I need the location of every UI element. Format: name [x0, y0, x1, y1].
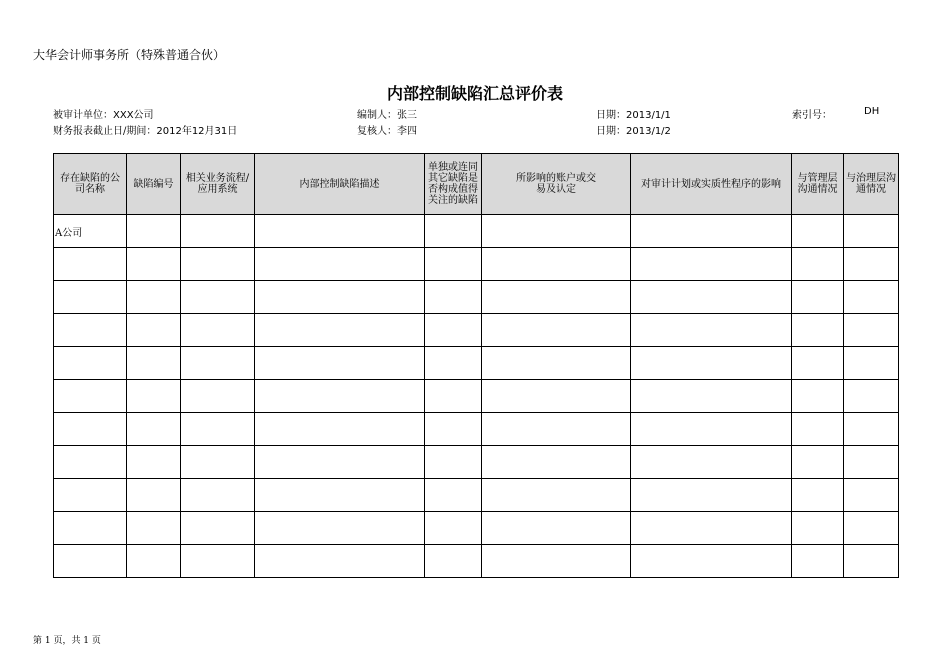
table-cell[interactable] [54, 314, 127, 347]
table-cell[interactable] [181, 380, 255, 413]
table-cell[interactable] [482, 545, 631, 578]
table-cell[interactable] [181, 248, 255, 281]
table-cell[interactable] [792, 281, 844, 314]
preparer [357, 106, 417, 121]
table-cell[interactable] [255, 413, 425, 446]
report-period-label: 财务报表截止日/期间： [53, 126, 157, 137]
table-cell[interactable] [127, 347, 181, 380]
audited-entity [53, 106, 154, 121]
report-period-value: 2012年12月31日 [156, 126, 238, 137]
table-cell[interactable] [792, 248, 844, 281]
table-row [54, 479, 899, 512]
audited-entity-label: 被审计单位： [53, 110, 113, 121]
table-cell[interactable] [425, 281, 482, 314]
table-cell[interactable] [54, 347, 127, 380]
table-cell[interactable] [844, 281, 899, 314]
col-header-process: 相关业务流程/应用系统 [181, 154, 255, 215]
table-cell[interactable] [181, 281, 255, 314]
table-row [54, 281, 899, 314]
preparer-value: 张三 [397, 110, 417, 121]
table-cell[interactable] [127, 281, 181, 314]
table-row [54, 380, 899, 413]
table-cell[interactable] [255, 347, 425, 380]
table-cell[interactable] [792, 479, 844, 512]
table-cell[interactable] [792, 314, 844, 347]
table-cell[interactable] [482, 413, 631, 446]
table-cell[interactable] [425, 413, 482, 446]
table-cell[interactable] [54, 248, 127, 281]
col-header-company: 存在缺陷的公司名称 [54, 154, 127, 215]
table-cell[interactable] [54, 413, 127, 446]
col-header-management: 与管理层沟通情况 [792, 154, 844, 215]
table-row [54, 446, 899, 479]
index-number [792, 106, 832, 121]
table-cell[interactable] [127, 314, 181, 347]
table-cell[interactable] [631, 479, 792, 512]
review-date-value: 2013/1/2 [626, 126, 671, 137]
table-cell[interactable] [631, 446, 792, 479]
table-row [54, 512, 899, 545]
table-cell[interactable] [127, 446, 181, 479]
table-cell[interactable] [425, 215, 482, 248]
table-cell[interactable] [844, 248, 899, 281]
table-cell[interactable] [255, 281, 425, 314]
firm-name: 大华会计师事务所（特殊普通合伙） [33, 48, 226, 62]
table-cell[interactable] [631, 512, 792, 545]
index-label: 索引号： [792, 110, 832, 121]
table-row [54, 314, 899, 347]
col-header-governance: 与治理层沟通情况 [844, 154, 899, 215]
table-cell[interactable] [181, 215, 255, 248]
table-cell[interactable] [844, 347, 899, 380]
table-cell[interactable] [482, 215, 631, 248]
review-date-label: 日期： [596, 126, 626, 137]
table-cell[interactable] [425, 545, 482, 578]
prepare-date-label: 日期： [596, 110, 626, 121]
table-cell[interactable] [844, 545, 899, 578]
table-cell[interactable] [631, 347, 792, 380]
table-cell[interactable] [844, 380, 899, 413]
table-cell[interactable] [127, 215, 181, 248]
table-cell[interactable] [844, 314, 899, 347]
table-cell[interactable] [792, 347, 844, 380]
table-cell[interactable] [54, 380, 127, 413]
col-header-audit-impact: 对审计计划或实质性程序的影响 [631, 154, 792, 215]
table-cell[interactable] [482, 380, 631, 413]
table-cell[interactable] [631, 413, 792, 446]
table-cell[interactable] [425, 380, 482, 413]
table-cell[interactable] [425, 446, 482, 479]
table-cell[interactable] [255, 215, 425, 248]
table-cell[interactable] [631, 248, 792, 281]
table-cell[interactable] [792, 413, 844, 446]
table-cell[interactable] [631, 215, 792, 248]
audited-entity-value: XXX公司 [113, 110, 154, 121]
table-cell[interactable] [127, 512, 181, 545]
table-cell[interactable] [792, 512, 844, 545]
table-cell[interactable] [482, 479, 631, 512]
table-cell[interactable] [482, 281, 631, 314]
table-row [54, 215, 899, 248]
reviewer-value: 李四 [397, 126, 417, 137]
table-cell[interactable] [255, 314, 425, 347]
table-cell[interactable] [425, 479, 482, 512]
table-cell[interactable] [54, 512, 127, 545]
table-cell[interactable] [181, 347, 255, 380]
reviewer-label: 复核人： [357, 126, 397, 137]
table-cell[interactable] [631, 281, 792, 314]
page-footer: 第 1 页，共 1 页 [33, 636, 101, 646]
table-cell[interactable] [482, 512, 631, 545]
table-cell[interactable] [792, 215, 844, 248]
table-cell[interactable] [54, 281, 127, 314]
col-header-significant: 单独或连同其它缺陷是否构成值得关注的缺陷 [425, 154, 482, 215]
deficiency-table [53, 153, 899, 578]
col-header-deficiency-no: 缺陷编号 [127, 154, 181, 215]
table-cell[interactable]: A公司 [54, 215, 127, 248]
table-cell[interactable] [482, 314, 631, 347]
table-cell[interactable] [792, 446, 844, 479]
table-cell[interactable] [425, 347, 482, 380]
table-cell[interactable] [844, 446, 899, 479]
table-cell[interactable] [181, 512, 255, 545]
table-cell[interactable] [127, 413, 181, 446]
table-cell[interactable] [255, 248, 425, 281]
table-cell[interactable] [844, 215, 899, 248]
prepare-date [596, 106, 671, 121]
table-cell[interactable] [54, 479, 127, 512]
table-cell[interactable] [255, 380, 425, 413]
table-cell[interactable] [181, 314, 255, 347]
table-cell[interactable] [54, 446, 127, 479]
table-cell[interactable] [482, 248, 631, 281]
table-row [54, 248, 899, 281]
table-header-row [54, 154, 899, 215]
col-header-description: 内部控制缺陷描述 [255, 154, 425, 215]
report-period [53, 122, 237, 137]
table-cell[interactable] [482, 347, 631, 380]
table-row [54, 545, 899, 578]
table-cell[interactable] [181, 479, 255, 512]
index-value: DH [864, 106, 880, 117]
table-cell[interactable] [631, 314, 792, 347]
table-cell[interactable] [255, 545, 425, 578]
table-cell[interactable] [792, 545, 844, 578]
table-cell[interactable] [54, 545, 127, 578]
table-row [54, 347, 899, 380]
table-cell[interactable] [181, 446, 255, 479]
reviewer [357, 122, 417, 137]
preparer-label: 编制人： [357, 110, 397, 121]
review-date [596, 122, 671, 137]
table-cell[interactable] [844, 512, 899, 545]
table-cell[interactable] [255, 446, 425, 479]
table-cell[interactable] [127, 479, 181, 512]
table-row [54, 413, 899, 446]
table-cell[interactable] [792, 380, 844, 413]
prepare-date-value: 2013/1/1 [626, 110, 671, 121]
table-cell[interactable] [181, 545, 255, 578]
table-cell[interactable] [255, 512, 425, 545]
table-cell[interactable] [844, 479, 899, 512]
table-cell[interactable] [127, 545, 181, 578]
table-cell[interactable] [844, 413, 899, 446]
table-cell[interactable] [631, 545, 792, 578]
table-cell[interactable] [631, 380, 792, 413]
page-title: 内部控制缺陷汇总评价表 [386, 84, 563, 103]
table-cell[interactable] [127, 380, 181, 413]
table-cell[interactable] [255, 479, 425, 512]
table-cell[interactable] [425, 314, 482, 347]
table-cell[interactable] [482, 446, 631, 479]
table-cell[interactable] [425, 512, 482, 545]
table-cell[interactable] [425, 248, 482, 281]
col-header-accounts: 所影响的账户或交易及认定 [482, 154, 631, 215]
table-cell[interactable] [181, 413, 255, 446]
table-cell[interactable] [127, 248, 181, 281]
